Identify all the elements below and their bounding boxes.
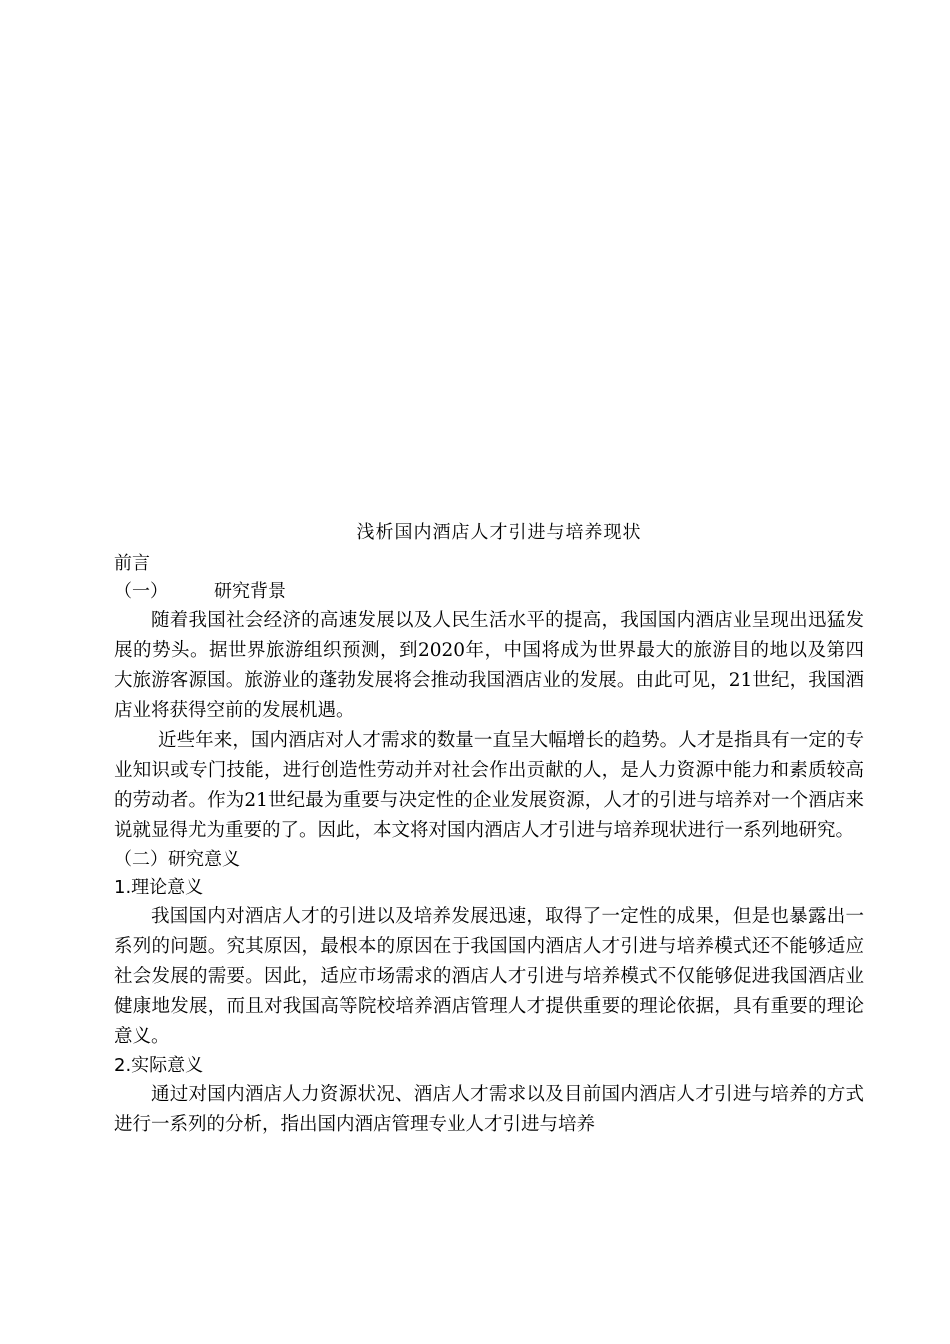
subsection-1-paragraph: 我国国内对酒店人才的引进以及培养发展迅速，取得了一定性的成果，但是也暴露出一系列的问题。究其原因，最根本的原因在于我国国内酒店人才引进与培养模式还不能够适应社会发展的需要。因此，适应市场需求的酒店人才引进与培养模式不仅能够促进我国酒店业健康地发展，而且对我国高等院校培养酒店管理人才提供重要的理论依据，具有重要的理论意义。 <box>114 906 864 1047</box>
section-2-heading: （二）研究意义 <box>114 849 240 870</box>
document-title: 浅析国内酒店人才引进与培养现状 <box>356 522 642 543</box>
section-1-paragraph-2: 近些年来，国内酒店对人才需求的数量一直呈大幅增长的趋势。人才是指具有一定的专业知识或专门技能，进行创造性劳动并对社会作出贡献的人，是人力资源中能力和素质较高的劳动者。作为21世纪最为重要与决定性的企业发展资源，人才的引进与培养对一个酒店来说就显得尤为重要的了。因此，本文将对国内酒店人才引进与培养现状进行一系列地研究。 <box>114 730 864 841</box>
subsection-2-paragraph: 通过对国内酒店人力资源状况、酒店人才需求以及目前国内酒店人才引进与培养的方式进行一系列的分析，指出国内酒店管理专业人才引进与培养 <box>114 1084 864 1135</box>
document-body <box>114 520 864 1140</box>
section-1-number: （一） <box>114 581 168 602</box>
subsection-1-heading: 1.理论意义 <box>114 877 204 898</box>
subsection-2-heading: 2.实际意义 <box>114 1055 204 1076</box>
section-1-paragraph-1: 随着我国社会经济的高速发展以及人民生活水平的提高，我国国内酒店业呈现出迅猛发展的势头。据世界旅游组织预测，到2020年，中国将成为世界最大的旅游目的地以及第四大旅游客源国。旅游业的蓬勃发展将会推动我国酒店业的发展。由此可见，21世纪，我国酒店业将获得空前的发展机遇。 <box>114 610 864 721</box>
section-1-heading <box>114 578 864 606</box>
preface-heading: 前言 <box>114 553 150 574</box>
section-1-label: 研究背景 <box>214 581 286 602</box>
